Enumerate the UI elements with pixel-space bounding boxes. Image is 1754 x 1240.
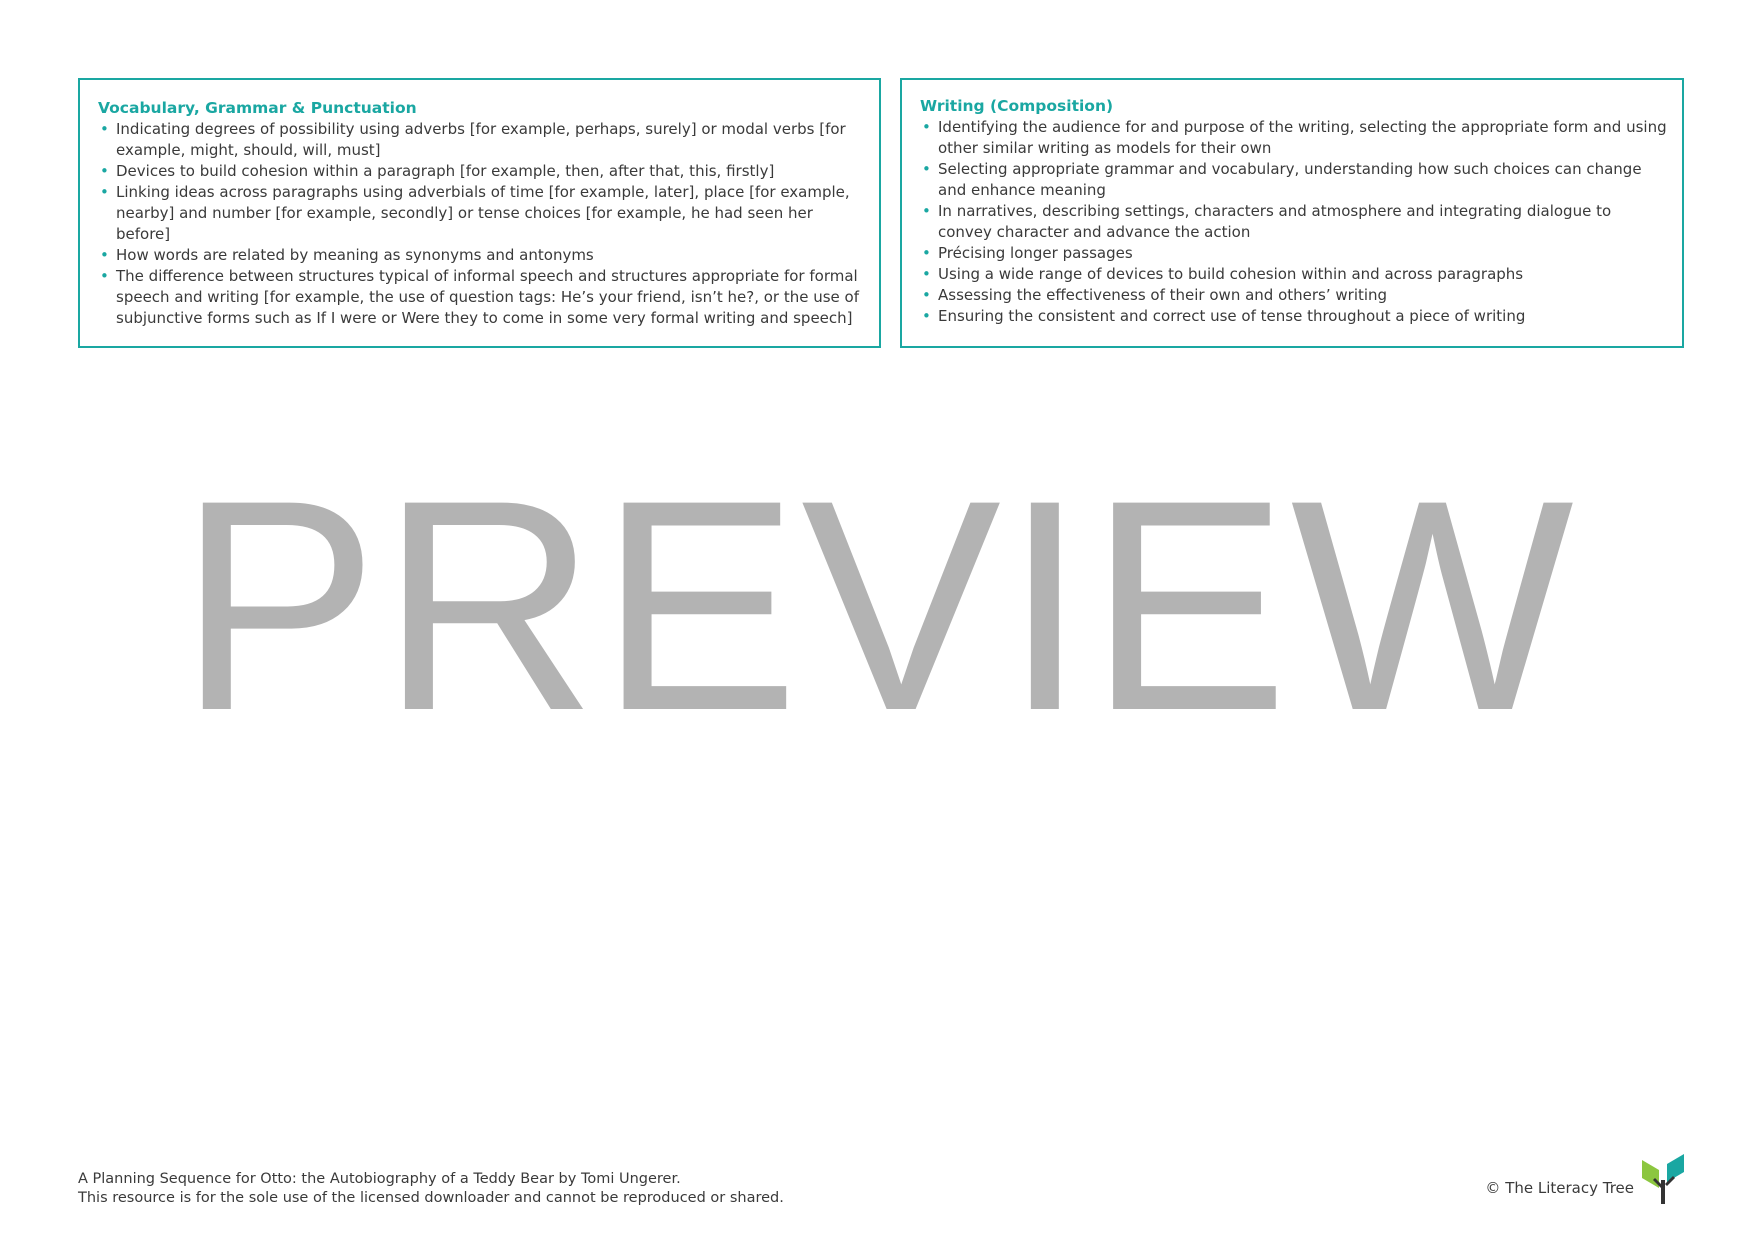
bullet-icon: • bbox=[100, 183, 109, 201]
bullet-item bbox=[920, 201, 1668, 243]
bullet-item bbox=[98, 245, 865, 266]
bullet-icon: • bbox=[922, 202, 931, 220]
bullet-item bbox=[920, 306, 1668, 327]
logo-trunk bbox=[1653, 1176, 1675, 1204]
bullet-icon: • bbox=[922, 265, 931, 283]
bullet-text: Devices to build cohesion within a paragraph [for example, then, after that, this, firstly] bbox=[116, 162, 775, 180]
bullet-icon: • bbox=[922, 160, 931, 178]
bullet-item bbox=[920, 264, 1668, 285]
bullet-icon: • bbox=[922, 118, 931, 136]
writing-composition-title: Writing (Composition) bbox=[920, 97, 1114, 115]
bullet-icon: • bbox=[100, 267, 109, 285]
bullet-item bbox=[920, 243, 1668, 264]
bullet-text: Linking ideas across paragraphs using adverbials of time [for example, later], place [for example, nearby] and number [for example, secondly] or tense choices [for example, he had seen her before] bbox=[116, 183, 850, 243]
bullet-item bbox=[98, 266, 865, 329]
bullet-icon: • bbox=[922, 286, 931, 304]
copyright-text: © The Literacy Tree bbox=[1485, 1179, 1634, 1197]
vocabulary-grammar-box bbox=[78, 78, 881, 348]
bullet-item bbox=[98, 119, 865, 161]
bullet-icon: • bbox=[922, 307, 931, 325]
vocabulary-grammar-list bbox=[98, 119, 865, 329]
footer-license-line: This resource is for the sole use of the licensed downloader and cannot be reproduced or shared. bbox=[78, 1190, 784, 1206]
bullet-icon: • bbox=[100, 120, 109, 138]
footer-title-line: A Planning Sequence for Otto: the Autobiography of a Teddy Bear by Tomi Ungerer. bbox=[78, 1171, 681, 1187]
preview-watermark: PREVIEW bbox=[178, 437, 1576, 773]
bullet-text: Précising longer passages bbox=[938, 244, 1133, 262]
logo-leaf-left bbox=[1642, 1160, 1659, 1188]
bullet-text: In narratives, describing settings, characters and atmosphere and integrating dialogue to convey character and advance the action bbox=[938, 202, 1612, 241]
vocabulary-grammar-title: Vocabulary, Grammar & Punctuation bbox=[98, 99, 417, 117]
bullet-text: The difference between structures typical of informal speech and structures appropriate for formal speech and writing [for example, the use of question tags: He’s your friend, isn’t he?, or the use of subjunctive forms such as If I were or Were they to come in some very formal writing and speech] bbox=[116, 267, 860, 327]
bullet-icon: • bbox=[922, 244, 931, 262]
literacy-tree-logo-icon bbox=[1641, 1154, 1685, 1204]
bullet-item bbox=[920, 117, 1668, 159]
bullet-text: Indicating degrees of possibility using adverbs [for example, perhaps, surely] or modal verbs [for example, might, should, will, must] bbox=[116, 120, 846, 159]
bullet-item bbox=[920, 159, 1668, 201]
bullet-text: Ensuring the consistent and correct use of tense throughout a piece of writing bbox=[938, 307, 1526, 325]
bullet-text: Identifying the audience for and purpose of the writing, selecting the appropriate form and using other similar writing as models for their own bbox=[938, 118, 1667, 157]
bullet-item bbox=[920, 285, 1668, 306]
bullet-icon: • bbox=[100, 162, 109, 180]
bullet-text: How words are related by meaning as synonyms and antonyms bbox=[116, 246, 594, 264]
bullet-icon: • bbox=[100, 246, 109, 264]
bullet-text: Using a wide range of devices to build cohesion within and across paragraphs bbox=[938, 265, 1524, 283]
bullet-text: Selecting appropriate grammar and vocabulary, understanding how such choices can change and enhance meaning bbox=[938, 160, 1642, 199]
bullet-text: Assessing the effectiveness of their own and others’ writing bbox=[938, 286, 1388, 304]
logo-leaf-right bbox=[1667, 1154, 1684, 1182]
footer-text bbox=[78, 1170, 784, 1208]
writing-composition-box bbox=[900, 78, 1684, 348]
bullet-item bbox=[98, 161, 865, 182]
writing-composition-list bbox=[920, 117, 1668, 327]
bullet-item bbox=[98, 182, 865, 245]
